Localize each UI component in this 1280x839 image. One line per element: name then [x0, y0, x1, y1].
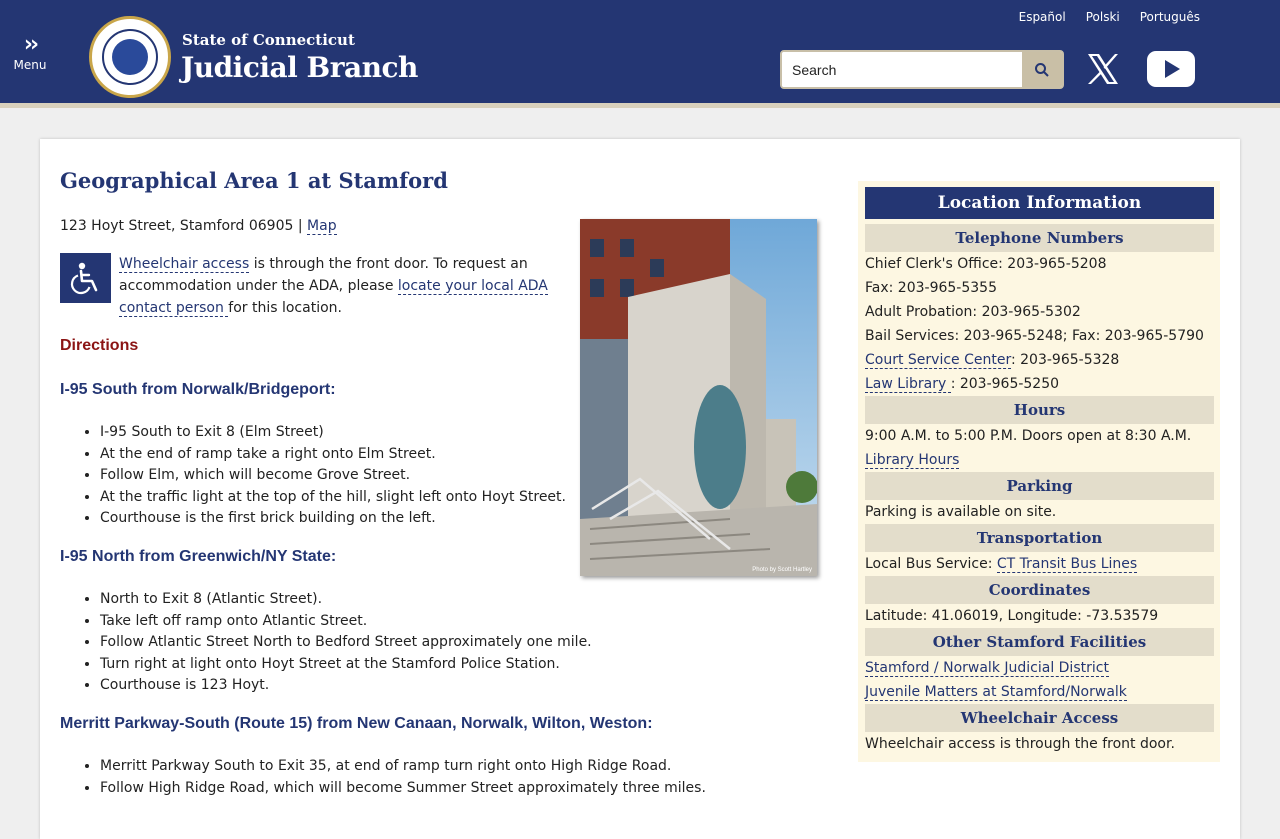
seal-emblem [112, 39, 148, 75]
list-item: • Merritt Parkway South to Exit 35, at end of ramp turn right onto High Ridge Road. [100, 756, 706, 778]
wheelchair-text-2: for this location. [228, 300, 342, 316]
route-steps-i95-south [100, 422, 566, 530]
transportation-heading: Transportation [865, 524, 1214, 552]
ada-contact-link[interactable]: locate your local ADA contact person [119, 278, 548, 316]
court-service-phone: : 203-965-5328 [1010, 352, 1120, 368]
list-item: • North to Exit 8 (Atlantic Street). [100, 589, 592, 611]
telephone-heading: Telephone Numbers [865, 224, 1214, 252]
facility-line-2 [865, 684, 1127, 700]
law-library-link[interactable]: Law Library [865, 376, 951, 392]
lang-link-spanish[interactable]: Español [1018, 10, 1066, 24]
other-facilities-heading: Other Stamford Facilities [865, 628, 1214, 656]
map-link[interactable]: Map [307, 218, 337, 234]
lang-link-polish[interactable]: Polski [1085, 10, 1120, 24]
list-item: • At the end of ramp take a right onto Elm Street. [100, 444, 566, 466]
header-stripe [0, 103, 1280, 108]
stamford-norwalk-jd-link[interactable]: Stamford / Norwalk Judicial District [865, 660, 1109, 676]
double-chevron-right-icon: ›› [23, 32, 37, 57]
court-service-line [865, 352, 1119, 368]
list-item: • Turn right at light onto Hoyt Street at the Stamford Police Station. [100, 654, 592, 676]
list-item: • At the traffic light at the top of the hill, slight left onto Hoyt Street. [100, 487, 566, 509]
page-title: Geographical Area 1 at Stamford [60, 168, 448, 193]
directions-heading: Directions [60, 337, 139, 354]
search-icon [1034, 62, 1050, 78]
address-text: 123 Hoyt Street, Stamford 06905 [60, 218, 294, 234]
wheelchair-access-heading: Wheelchair Access [865, 704, 1214, 732]
parking-text: Parking is available on site. [865, 504, 1057, 520]
list-item: • Courthouse is the first brick building on the left. [100, 508, 566, 530]
brand-title[interactable]: Judicial Branch [181, 51, 418, 84]
ct-transit-link[interactable]: CT Transit Bus Lines [996, 556, 1138, 572]
library-hours-link[interactable]: Library Hours [865, 452, 960, 468]
route-steps-merritt [100, 756, 706, 799]
court-service-link[interactable]: Court Service Center [865, 352, 1011, 368]
law-library-phone: : 203-965-5250 [950, 376, 1060, 392]
search-box [780, 50, 1064, 89]
library-hours-line [865, 452, 959, 468]
address-separator: | [297, 218, 303, 234]
wheelchair-text-1: is through the front door. To request an accommodation under the ADA, please [119, 256, 528, 294]
brand-subtitle[interactable]: State of Connecticut [182, 31, 355, 49]
transportation-line [865, 556, 1137, 572]
parking-heading: Parking [865, 472, 1214, 500]
list-item: • I-95 South to Exit 8 (Elm Street) [100, 422, 566, 444]
law-library-line [865, 376, 1059, 392]
search-input[interactable] [782, 52, 1024, 87]
route-heading-i95-north: I-95 North from Greenwich/NY State: [60, 548, 337, 565]
bail-services-phone: Bail Services: 203-965-5248; Fax: 203-965-5790 [865, 328, 1204, 344]
courthouse-photo [580, 219, 817, 576]
address-line [60, 218, 337, 234]
list-item: • Follow High Ridge Road, which will become Summer Street approximately three miles. [100, 778, 706, 800]
judicial-branch-seal-logo[interactable] [89, 16, 171, 98]
facility-line-1 [865, 660, 1109, 676]
search-button[interactable] [1022, 52, 1062, 87]
youtube-play-icon [1165, 60, 1180, 78]
wheelchair-access-text: Wheelchair access is through the front door. [865, 736, 1175, 752]
menu-button[interactable] [8, 34, 52, 76]
hours-text: 9:00 A.M. to 5:00 P.M. Doors open at 8:30 A.M. [865, 428, 1192, 444]
juvenile-matters-link[interactable]: Juvenile Matters at Stamford/Norwalk [865, 684, 1127, 700]
language-links [1019, 10, 1200, 24]
bus-service-label: Local Bus Service: [865, 556, 997, 572]
photo-credit: Photo by Scott Hartley [752, 567, 812, 573]
coordinates-text: Latitude: 41.06019, Longitude: -73.53579 [865, 608, 1159, 624]
route-heading-merritt: Merritt Parkway-South (Route 15) from New Canaan, Norwalk, Wilton, Weston: [60, 715, 653, 732]
hours-heading: Hours [865, 396, 1214, 424]
youtube-icon[interactable] [1147, 51, 1195, 87]
sidebar-title: Location Information [865, 187, 1214, 219]
chief-clerk-phone: Chief Clerk's Office: 203-965-5208 [865, 256, 1107, 272]
list-item: • Courthouse is 123 Hoyt. [100, 675, 592, 697]
fax-number: Fax: 203-965-5355 [865, 280, 997, 296]
menu-label: Menu [13, 58, 47, 72]
list-item: • Take left off ramp onto Atlantic Street. [100, 611, 592, 633]
adult-probation-phone: Adult Probation: 203-965-5302 [865, 304, 1081, 320]
wheelchair-icon [60, 253, 111, 303]
list-item: • Follow Atlantic Street North to Bedford Street approximately one mile. [100, 632, 592, 654]
wheelchair-access-paragraph [119, 253, 569, 319]
list-item: • Follow Elm, which will become Grove Street. [100, 465, 566, 487]
x-twitter-icon[interactable] [1086, 52, 1120, 86]
route-steps-i95-north [100, 589, 592, 697]
coordinates-heading: Coordinates [865, 576, 1214, 604]
lang-link-portuguese[interactable]: Português [1139, 10, 1200, 24]
wheelchair-access-link[interactable]: Wheelchair access [119, 256, 250, 272]
route-heading-i95-south: I-95 South from Norwalk/Bridgeport: [60, 381, 336, 398]
